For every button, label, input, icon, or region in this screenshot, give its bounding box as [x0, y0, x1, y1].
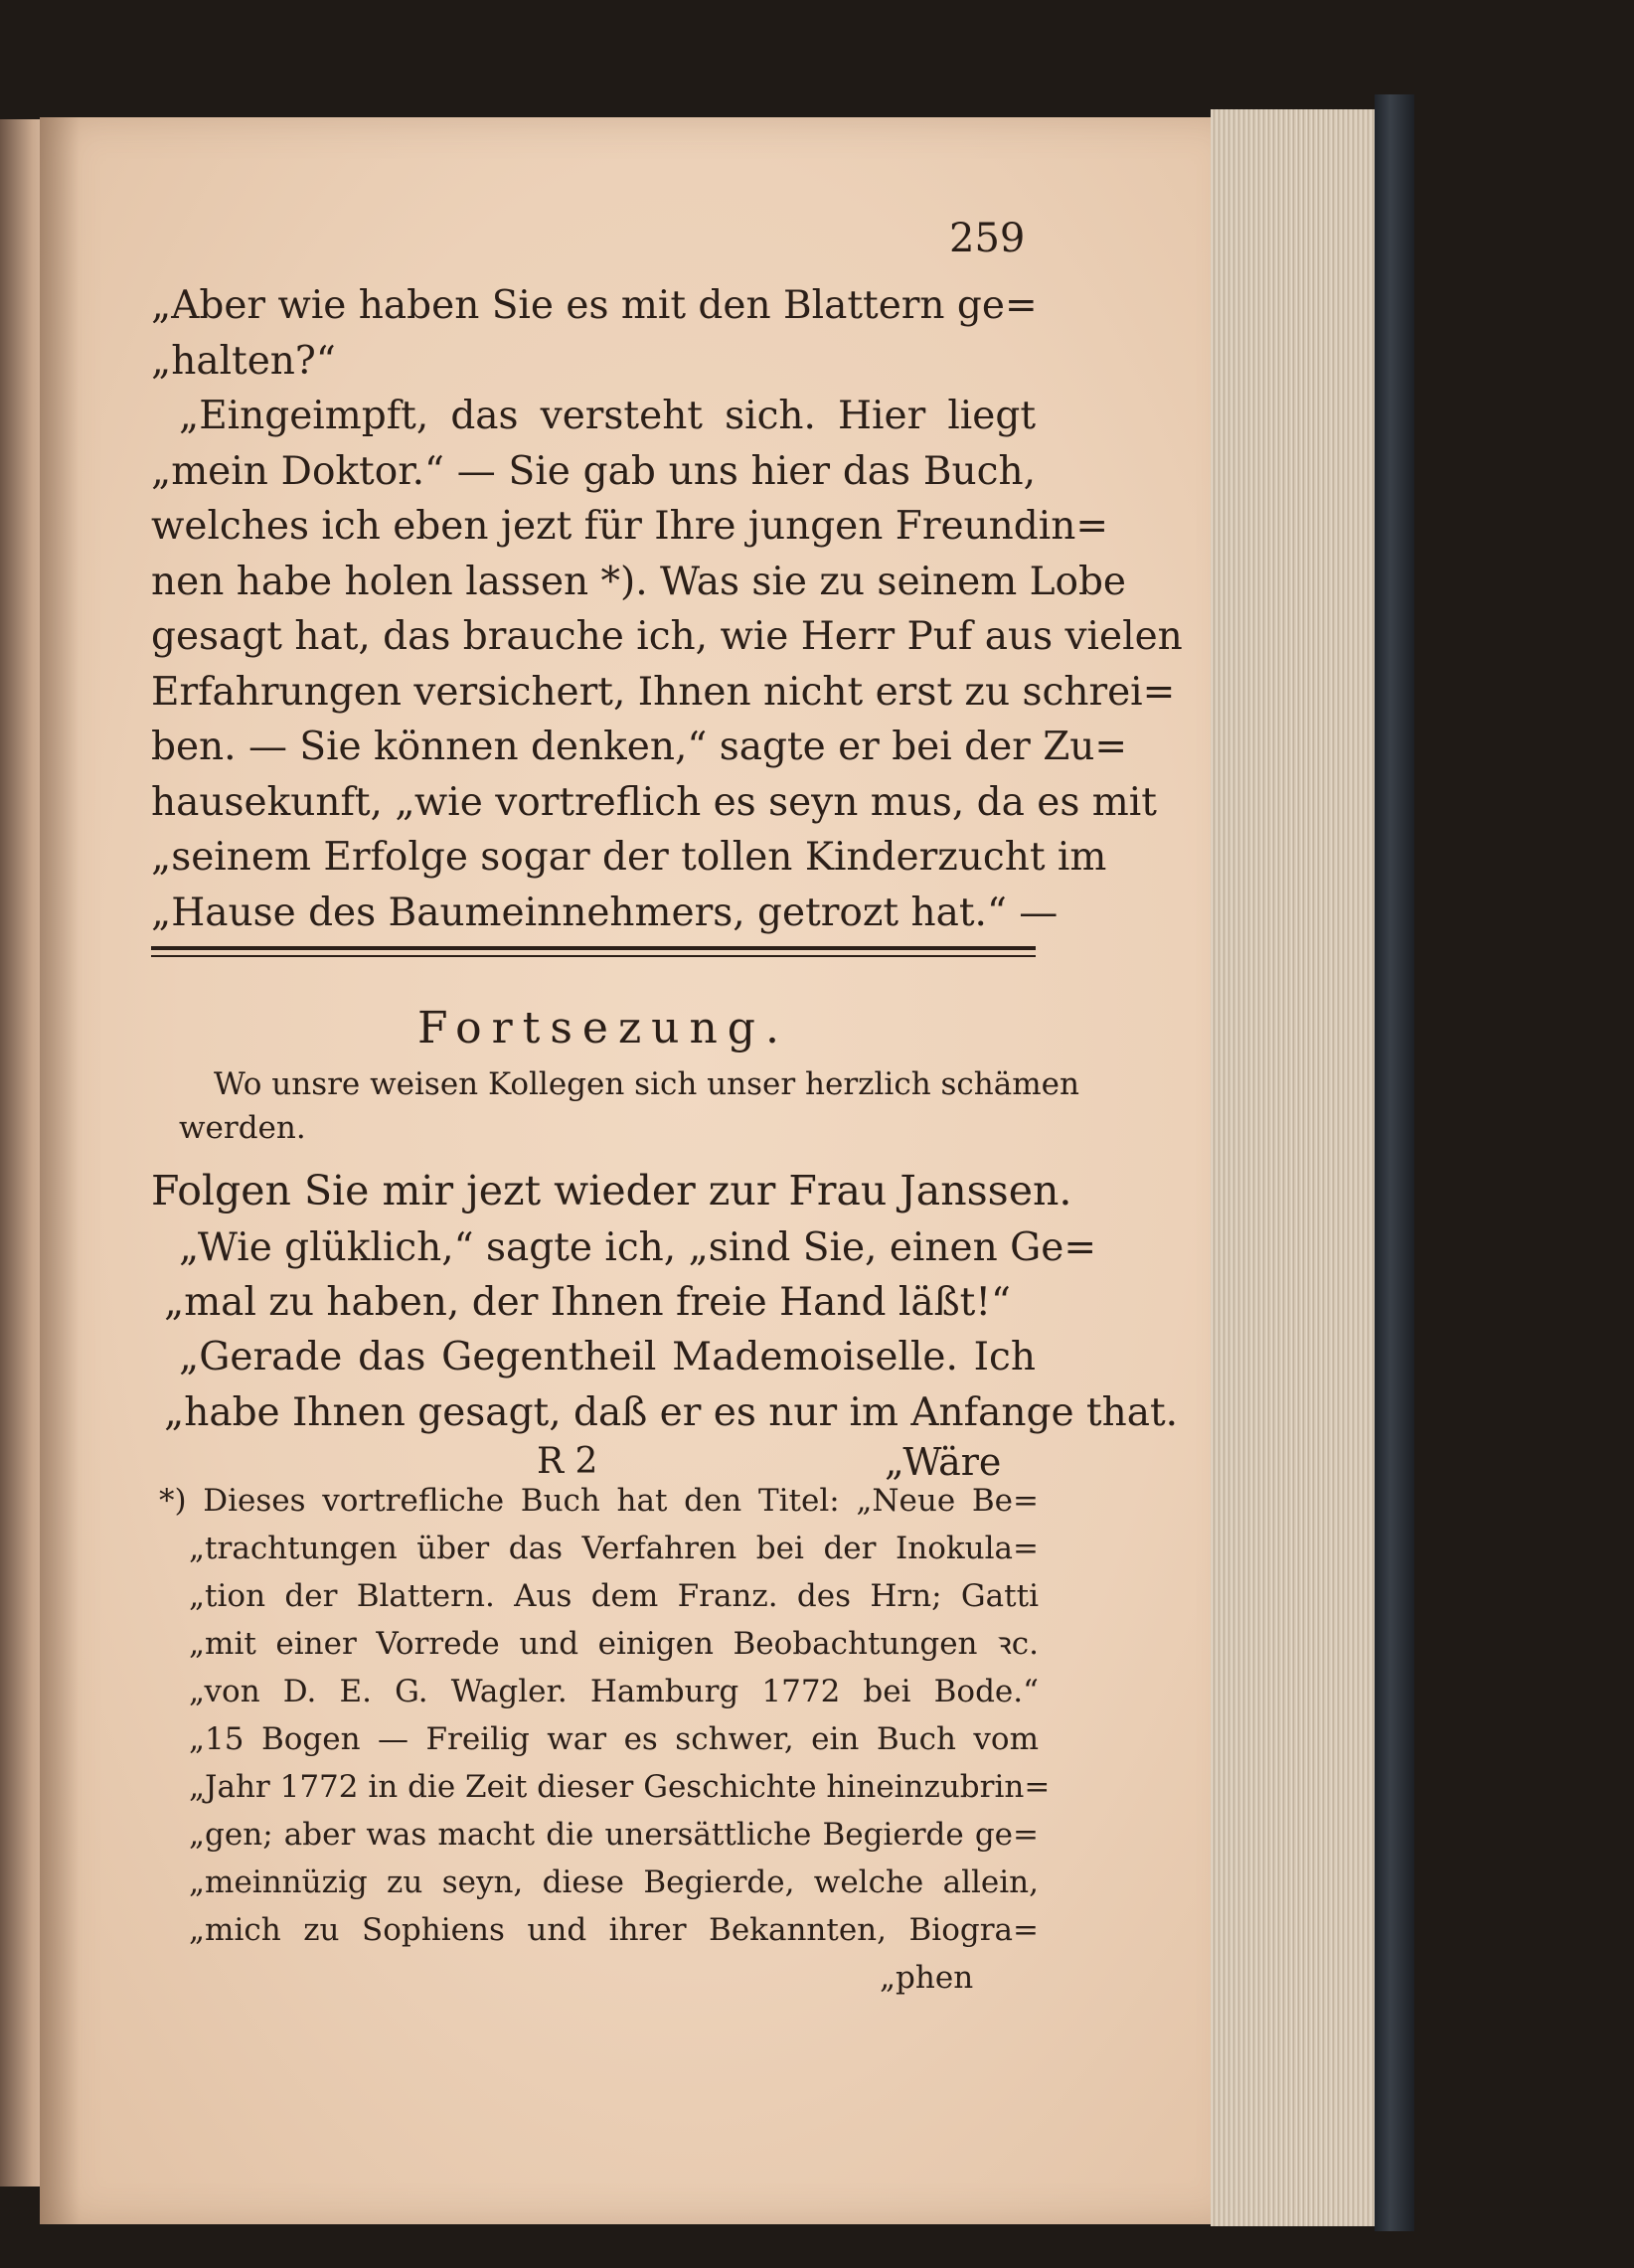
footnote-line: „meinnüzig zu seyn, diese Begierde, welche allein,	[189, 1864, 1039, 1900]
footnote-line: *) Dieses vortrefliche Buch hat den Titel: „Neue Be=	[159, 1483, 1039, 1519]
section-summary: Wo unsre weisen Kollegen sich unser herzlich schämen	[214, 1066, 1079, 1102]
page-block-edges	[1211, 109, 1375, 2226]
body-line: gesagt hat, das brauche ich, wie Herr Puf aus vielen	[151, 614, 1183, 659]
section-divider-thin	[151, 955, 1036, 957]
body-line: ben. — Sie können denken,“ sagte er bei der Zu=	[151, 725, 1128, 769]
page-number: 259	[949, 216, 1026, 261]
body-line: hausekunft, „wie vortreflich es seyn mus, da es mit	[151, 780, 1157, 825]
body-line: „habe Ihnen gesagt, daß er es nur im Anfange that.	[164, 1390, 1179, 1435]
footnote-line: „tion der Blattern. Aus dem Franz. des Hrn; Gatti	[189, 1578, 1039, 1614]
section-heading: Fortsezung.	[417, 1003, 789, 1053]
signature-mark: R 2	[537, 1441, 598, 1482]
body-line: nen habe holen lassen *). Was sie zu seinem Lobe	[151, 560, 1126, 604]
footnote-line: „mich zu Sophiens und ihrer Bekannten, Biogra=	[189, 1912, 1039, 1948]
footnote-line: „gen; aber was macht die unersättliche Begierde ge=	[189, 1817, 1039, 1853]
body-line: „Eingeimpft, das versteht sich. Hier liegt	[179, 394, 1036, 438]
footnote-line: „Jahr 1772 in die Zeit dieser Geschichte hineinzubrin=	[189, 1769, 1051, 1805]
book-cover-edge	[1375, 94, 1414, 2231]
body-line: „Aber wie haben Sie es mit den Blattern ge=	[151, 283, 1038, 328]
page-gutter-shadow	[40, 117, 80, 2224]
footnote-line: „mit einer Vorrede und einigen Beobachtungen ꝛc.	[189, 1626, 1039, 1662]
footnote-catchword: „phen	[880, 1960, 974, 1996]
body-line: „halten?“	[151, 339, 336, 384]
body-line: Erfahrungen versichert, Ihnen nicht erst zu schrei=	[151, 670, 1176, 715]
footnote-line: „von D. E. G. Wagler. Hamburg 1772 bei Bode.“	[189, 1674, 1039, 1709]
footnote-line: „15 Bogen — Freilig war es schwer, ein Buch vom	[189, 1721, 1039, 1757]
section-divider-thick	[151, 946, 1036, 950]
body-line: „mein Doktor.“ — Sie gab uns hier das Buch,	[151, 449, 1036, 494]
body-line: „Wie glüklich,“ sagte ich, „sind Sie, einen Ge=	[179, 1225, 1097, 1270]
body-line: Folgen Sie mir jezt wieder zur Frau Janssen.	[151, 1167, 1072, 1215]
body-line: „mal zu haben, der Ihnen freie Hand läßt!“	[164, 1280, 1011, 1325]
catchword: „Wäre	[885, 1440, 1002, 1484]
footnote-line: „trachtungen über das Verfahren bei der Inokula=	[189, 1531, 1039, 1566]
body-line: „Gerade das Gegentheil Mademoiselle. Ich	[179, 1335, 1036, 1379]
section-summary: werden.	[179, 1110, 306, 1146]
body-line: „seinem Erfolge sogar der tollen Kinderzucht im	[151, 835, 1107, 880]
body-line: welches ich eben jezt für Ihre jungen Freundin=	[151, 504, 1109, 549]
body-line: „Hause des Baumeinnehmers, getrozt hat.“ —	[151, 891, 1059, 935]
